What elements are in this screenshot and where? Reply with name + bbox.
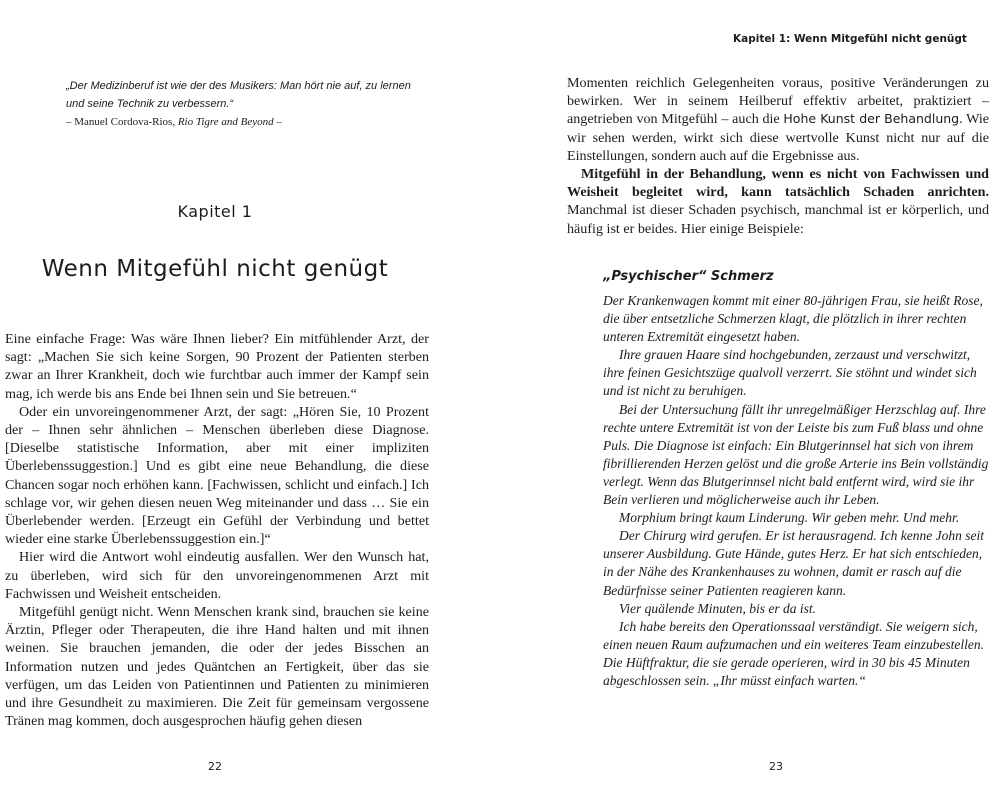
case-paragraph: Der Chirurg wird gerufen. Er ist herausragend. Ich kenne John seit unserer Ausbildung. Gute Hände, gutes Herz. Er hat sich entschieden, in der Nähe des Krankenhauses zu wohnen, damit er rasch auf die Bedürfnisse seiner Patienten reagieren kann. [603, 528, 984, 598]
right-page [560, 0, 1000, 800]
left-page [0, 0, 440, 800]
para1-end: . Wie wir sehen werden, wirkt sich diese wertvolle Kunst nicht nur auf die Einstellungen, sondern auch auf die Ergebnisse aus. [567, 111, 989, 164]
case-paragraph: Morphium bringt kaum Linderung. Wir geben mehr. Und mehr. [619, 510, 960, 526]
paragraph: Eine einfache Frage: Was wäre Ihnen lieber? Ein mitfühlender Arzt, der sagt: „Machen Sie sich keine Sorgen, 90 Prozent der Patienten sterben zwar an Ihrer Krankheit, doch wie furchtbar auch immer der Kampf sein mag, ich werde bis ans Ende bei Ihnen sein und Sie betreuen.“ [5, 331, 429, 402]
page-number-left: 22 [208, 760, 222, 773]
case-text [603, 292, 990, 690]
paragraph: Mitgefühl genügt nicht. Wenn Menschen krank sind, brauchen sie keine Ärztin, Pfleger oder Therapeuten, die ihre Hand halten und mit ihnen weinen. Sie brauchen jemanden, die oder der jedes Bisschen an Information nutzen und jedes Quäntchen an Fertigkeit, über das sie verfügen, um das Leiden von Patientinnen und Patienten zu minimieren und ihre Gesundheit zu maximieren. Die Zeit für gemeinsam vergossene Tränen mag kommen, doch ausgesprochen häufig gehen diesen [5, 604, 429, 730]
chapter-label: Kapitel 1 [177, 202, 253, 221]
running-head: Kapitel 1: Wenn Mitgefühl nicht genügt [733, 33, 967, 45]
para1-start: Momenten reichlich Gelegenheiten voraus, positive Veränderungen zu bewirken. Wer in seinem Heilberuf effektiv arbeitet, praktiziert – angetrieben von Mitgefühl – auch die [567, 75, 989, 128]
attribution-prefix: – Manuel Cordova-Rios, [66, 116, 178, 128]
case-heading: „Psychischer“ Schmerz [603, 269, 774, 284]
chapter-title: Wenn Mitgefühl nicht genügt [41, 256, 389, 282]
paragraph [567, 165, 989, 238]
epigraph-quote: „Der Medizinberuf ist wie der des Musikers: Man hört nie auf, zu lernen und seine Technik zu verbessern.“ [66, 80, 411, 110]
para2-bold: Mitgefühl in der Behandlung, wenn es nicht von Fachwissen und Weisheit begleitet wird, kann tatsächlich Schaden anrichten. [567, 166, 989, 201]
para1-emphasis: Hohe Kunst der Behandlung [783, 111, 960, 127]
paragraph: Hier wird die Antwort wohl eindeutig ausfallen. Wer den Wunsch hat, zu überleben, wird sich für den unvoreingenommenen Arzt mit Fachwissen und Weisheit entscheiden. [5, 549, 429, 602]
epigraph [66, 77, 426, 131]
case-paragraph: Ihre grauen Haare sind hochgebunden, zerzaust und verschwitzt, ihre feinen Gesichtszüge qualvoll verzerrt. Sie stöhnt und windet sich und ist nicht zu beruhigen. [603, 347, 977, 399]
case-paragraph: Bei der Untersuchung fällt ihr unregelmäßiger Herzschlag auf. Ihre rechte untere Extremität ist von der Leiste bis zum Fuß blass und ohne Puls. Die Diagnose ist einfach: Ein Blutgerinnsel hat sich von ihrem fibrillierenden Herzen gelöst und die große Arterie ins Bein vollständig verlegt. Wenn das Blutgerinnsel nicht bald entfernt wird, wird sie ihr Bein verlieren und möglicherweise auch ihr Leben. [603, 401, 989, 508]
case-paragraph: Ich habe bereits den Operationssaal verständigt. Sie weigern sich, einen neuen Raum aufzumachen und ein weiteres Team einzubestellen. Die Hüftfraktur, die sie gerade operieren, wird in 30 bis 45 Minuten abgeschlossen sein. „Ihr müsst einfach warten.“ [603, 618, 985, 688]
case-paragraph: Vier quälende Minuten, bis er da ist. [619, 600, 816, 616]
right-body-text [567, 74, 989, 238]
page-number-right: 23 [769, 760, 783, 773]
para2-rest: Manchmal ist dieser Schaden psychisch, manchmal ist er körperlich, und häufig ist er beides. Hier einige Beispiele: [567, 202, 989, 237]
case-paragraph: Der Krankenwagen kommt mit einer 80-jährigen Frau, sie heißt Rose, die über entsetzliche Schmerzen klagt, die plötzlich in ihrer rechten unteren Extremität eingesetzt haben. [603, 293, 983, 345]
left-body-text [5, 330, 429, 730]
attribution-suffix: – [273, 116, 282, 128]
epigraph-attribution [66, 113, 426, 131]
attribution-work: Rio Tigre and Beyond [177, 116, 274, 128]
paragraph: Oder ein unvoreingenommener Arzt, der sagt: „Hören Sie, 10 Prozent der – Ihnen sehr ähnlichen – Menschen überleben diese Diagnose. [Dieselbe statistische Information, aber mit einer impliziten Überlebenssuggestion.] Und es gibt eine neue Behandlung, die diese Chancen sogar noch erhöhen kann. [Fachwissen, schlicht und einfach.] Ich schlage vor, wir gehen diesen neuen Weg miteinander und dass … Sie ein Überlebender werden. [Erzeugt ein Gefühl der Verbindung und bettet wieder eine starke Überlebenssuggestion ein.]“ [5, 403, 429, 548]
paragraph [567, 74, 989, 165]
